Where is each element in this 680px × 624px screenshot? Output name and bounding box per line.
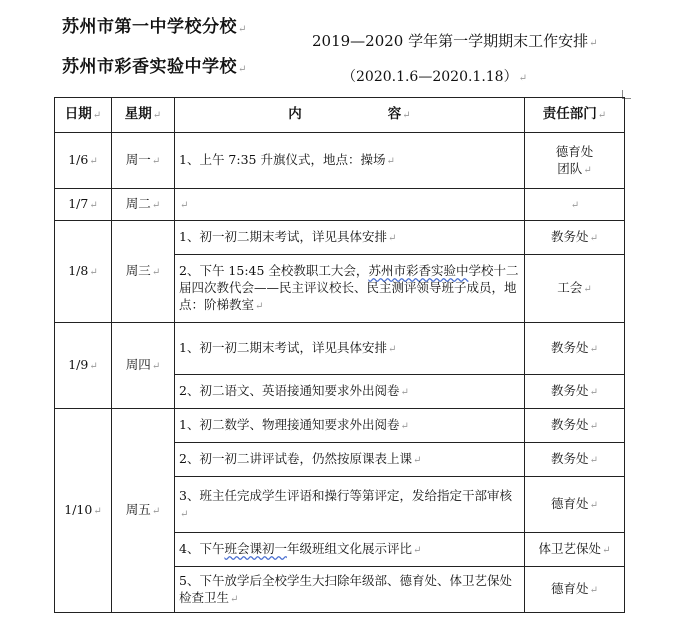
- paragraph-mark-icon: ↵: [89, 361, 98, 372]
- weekday-text: 周二: [125, 196, 151, 211]
- dept-cell: [525, 133, 625, 189]
- content-cell: [175, 375, 525, 409]
- header-content-text-b: 容: [387, 106, 402, 122]
- paragraph-mark-icon: ↵: [387, 233, 397, 244]
- paragraph-mark-icon: ↵: [412, 455, 422, 466]
- paragraph-mark-icon: ↵: [151, 200, 161, 211]
- date-text: 1/10: [64, 502, 93, 517]
- paragraph-mark-icon: ↵: [583, 284, 592, 295]
- content-cell: [175, 323, 525, 375]
- weekday-text: 周三: [125, 263, 151, 278]
- dept-cell: [525, 375, 625, 409]
- dept-text: 教务处: [551, 417, 589, 432]
- paragraph-mark-icon: ↵: [589, 233, 598, 244]
- content-text: 2、初二语文、英语接通知要求外出阅卷: [179, 383, 400, 398]
- dept-cell: [525, 255, 625, 323]
- dept-cell: [525, 409, 625, 443]
- dept-text: 德育处: [551, 581, 589, 596]
- date-cell: [55, 409, 112, 613]
- dept-cell: [525, 477, 625, 533]
- date-range-text: （2020.1.6—2020.1.18）: [342, 69, 518, 85]
- content-cell: [175, 477, 525, 533]
- paragraph-mark-icon: ↵: [180, 508, 189, 520]
- header-content-text-a: 内: [288, 106, 302, 122]
- schedule-table-body: [55, 98, 625, 613]
- table-row: [55, 189, 625, 221]
- dept-cell: [525, 221, 625, 255]
- paragraph-mark-icon: ↵: [602, 545, 611, 556]
- paragraph-mark-icon: ↵: [89, 156, 98, 167]
- paragraph-mark-icon: ↵: [400, 421, 409, 432]
- paragraph-mark-icon: ↵: [151, 156, 161, 167]
- paragraph-mark-icon: ↵: [387, 344, 397, 355]
- date-text: 1/6: [68, 152, 89, 167]
- table-row: [55, 323, 625, 375]
- content-cell: [175, 533, 525, 567]
- paragraph-mark-icon: ↵: [92, 110, 102, 121]
- dept-text: 教务处: [551, 340, 589, 355]
- header-dept: [525, 98, 625, 133]
- content-cell: [175, 567, 525, 613]
- paragraph-mark-icon: ↵: [589, 500, 598, 511]
- paragraph-mark-icon: ↵: [180, 200, 189, 211]
- content-text: 4、下午班会课初一年级班组文化展示评比: [179, 541, 412, 556]
- dept-text: 体卫艺保处: [538, 541, 602, 556]
- weekday-text: 周一: [125, 152, 151, 167]
- content-text: 1、初一初二期末考试，详见具体安排: [179, 340, 387, 355]
- paragraph-mark-icon: ↵: [412, 545, 422, 556]
- dept-cell: [525, 567, 625, 613]
- content-cell: [175, 221, 525, 255]
- date-cell: [55, 133, 112, 189]
- weekday-cell: [112, 409, 175, 613]
- schedule-table: [54, 97, 625, 613]
- weekday-cell: [112, 221, 175, 323]
- paragraph-mark-icon: ↵: [402, 110, 411, 121]
- table-row: [55, 409, 625, 443]
- paragraph-mark-icon: ↵: [589, 38, 598, 49]
- content-cell: [175, 255, 525, 323]
- spellcheck-underline: 班会课初一: [224, 541, 287, 556]
- paragraph-mark-icon: ↵: [238, 24, 247, 35]
- content-cell: [175, 409, 525, 443]
- content-text: 1、上午 7:35 升旗仪式，地点：操场: [179, 152, 386, 167]
- weekday-cell: [112, 133, 175, 189]
- dept-text: 工会: [557, 280, 583, 295]
- paragraph-mark-icon: ↵: [597, 110, 607, 121]
- header-content: [175, 98, 525, 133]
- paragraph-mark-icon: ↵: [400, 387, 409, 398]
- school-name-line-2: [62, 52, 247, 77]
- weekday-text: 周四: [125, 357, 151, 372]
- table-header-row: [55, 98, 625, 133]
- paragraph-mark-icon: ↵: [93, 506, 102, 517]
- date-text: 1/7: [68, 196, 89, 211]
- weekday-text: 周五: [125, 502, 151, 517]
- dept-text: 团队: [557, 160, 583, 176]
- weekday-cell: [112, 323, 175, 409]
- header-weekday: [112, 98, 175, 133]
- document-title-text: 2019—2020 学年第一学期期末工作安排: [312, 32, 589, 50]
- dept-cell: [525, 189, 625, 221]
- dept-text: 教务处: [551, 451, 589, 466]
- document-title: [312, 30, 598, 51]
- dept-text: 德育处: [555, 143, 594, 159]
- header-weekday-text: 星期: [124, 106, 152, 122]
- content-text: 1、初二数学、物理接通知要求外出阅卷: [179, 417, 400, 432]
- dept-cell: [525, 323, 625, 375]
- school-name-line-1: [62, 12, 247, 37]
- paragraph-mark-icon: ↵: [151, 267, 161, 278]
- school-name-1-text: 苏州市第一中学校分校: [62, 17, 237, 37]
- weekday-cell: [112, 189, 175, 221]
- dept-text: 教务处: [551, 383, 589, 398]
- content-cell: [175, 443, 525, 477]
- spellcheck-underline: 苏州市彩香实验中: [368, 263, 469, 278]
- content-cell: [175, 133, 525, 189]
- paragraph-mark-icon: ↵: [589, 455, 598, 466]
- paragraph-mark-icon: ↵: [583, 164, 592, 176]
- date-cell: [55, 189, 112, 221]
- content-text: 1、初一初二期末考试，详见具体安排: [179, 229, 387, 244]
- paragraph-mark-icon: ↵: [570, 200, 580, 211]
- paragraph-mark-icon: ↵: [89, 200, 98, 211]
- paragraph-mark-icon: ↵: [386, 156, 395, 167]
- paragraph-mark-icon: ↵: [238, 64, 247, 75]
- header-date: [55, 98, 112, 133]
- paragraph-mark-icon: ↵: [589, 421, 598, 432]
- paragraph-mark-icon: ↵: [589, 585, 598, 596]
- date-text: 1/9: [68, 357, 89, 372]
- date-cell: [55, 323, 112, 409]
- content-text: 5、下午放学后全校学生大扫除年级部、德育处、体卫艺保处检查卫生: [179, 572, 512, 605]
- school-name-2-text: 苏州市彩香实验中学校: [62, 57, 237, 77]
- dept-cell: [525, 443, 625, 477]
- content-text: 3、班主任完成学生评语和操行等第评定，发给指定干部审核: [179, 487, 512, 503]
- content-text: 2、下午 15:45 全校教职工大会，苏州市彩香实验中学校十二届四次教代会——民主评议校长、民主测评领导班子成员，地点：阶梯教室: [179, 263, 519, 312]
- table-row: [55, 221, 625, 255]
- paragraph-mark-icon: ↵: [230, 593, 239, 605]
- paragraph-mark-icon: ↵: [589, 387, 598, 398]
- paragraph-mark-icon: ↵: [255, 301, 264, 312]
- header-dept-text: 责任部门: [542, 106, 597, 122]
- header-date-text: 日期: [64, 106, 92, 122]
- table-row: [55, 133, 625, 189]
- date-text: 1/8: [68, 263, 89, 278]
- dept-text: 教务处: [551, 229, 589, 244]
- date-cell: [55, 221, 112, 323]
- dept-text: 德育处: [551, 496, 589, 511]
- paragraph-mark-icon: ↵: [152, 110, 162, 121]
- dept-cell: [525, 533, 625, 567]
- paragraph-mark-icon: ↵: [151, 361, 161, 372]
- document-date-range: [342, 66, 527, 86]
- paragraph-mark-icon: ↵: [518, 73, 527, 84]
- paragraph-mark-icon: ↵: [151, 506, 161, 517]
- paragraph-mark-icon: ↵: [89, 267, 98, 278]
- content-cell: [175, 189, 525, 221]
- paragraph-mark-icon: ↵: [589, 344, 598, 355]
- content-text: 2、初一初二讲评试卷，仍然按原课表上课: [179, 451, 412, 466]
